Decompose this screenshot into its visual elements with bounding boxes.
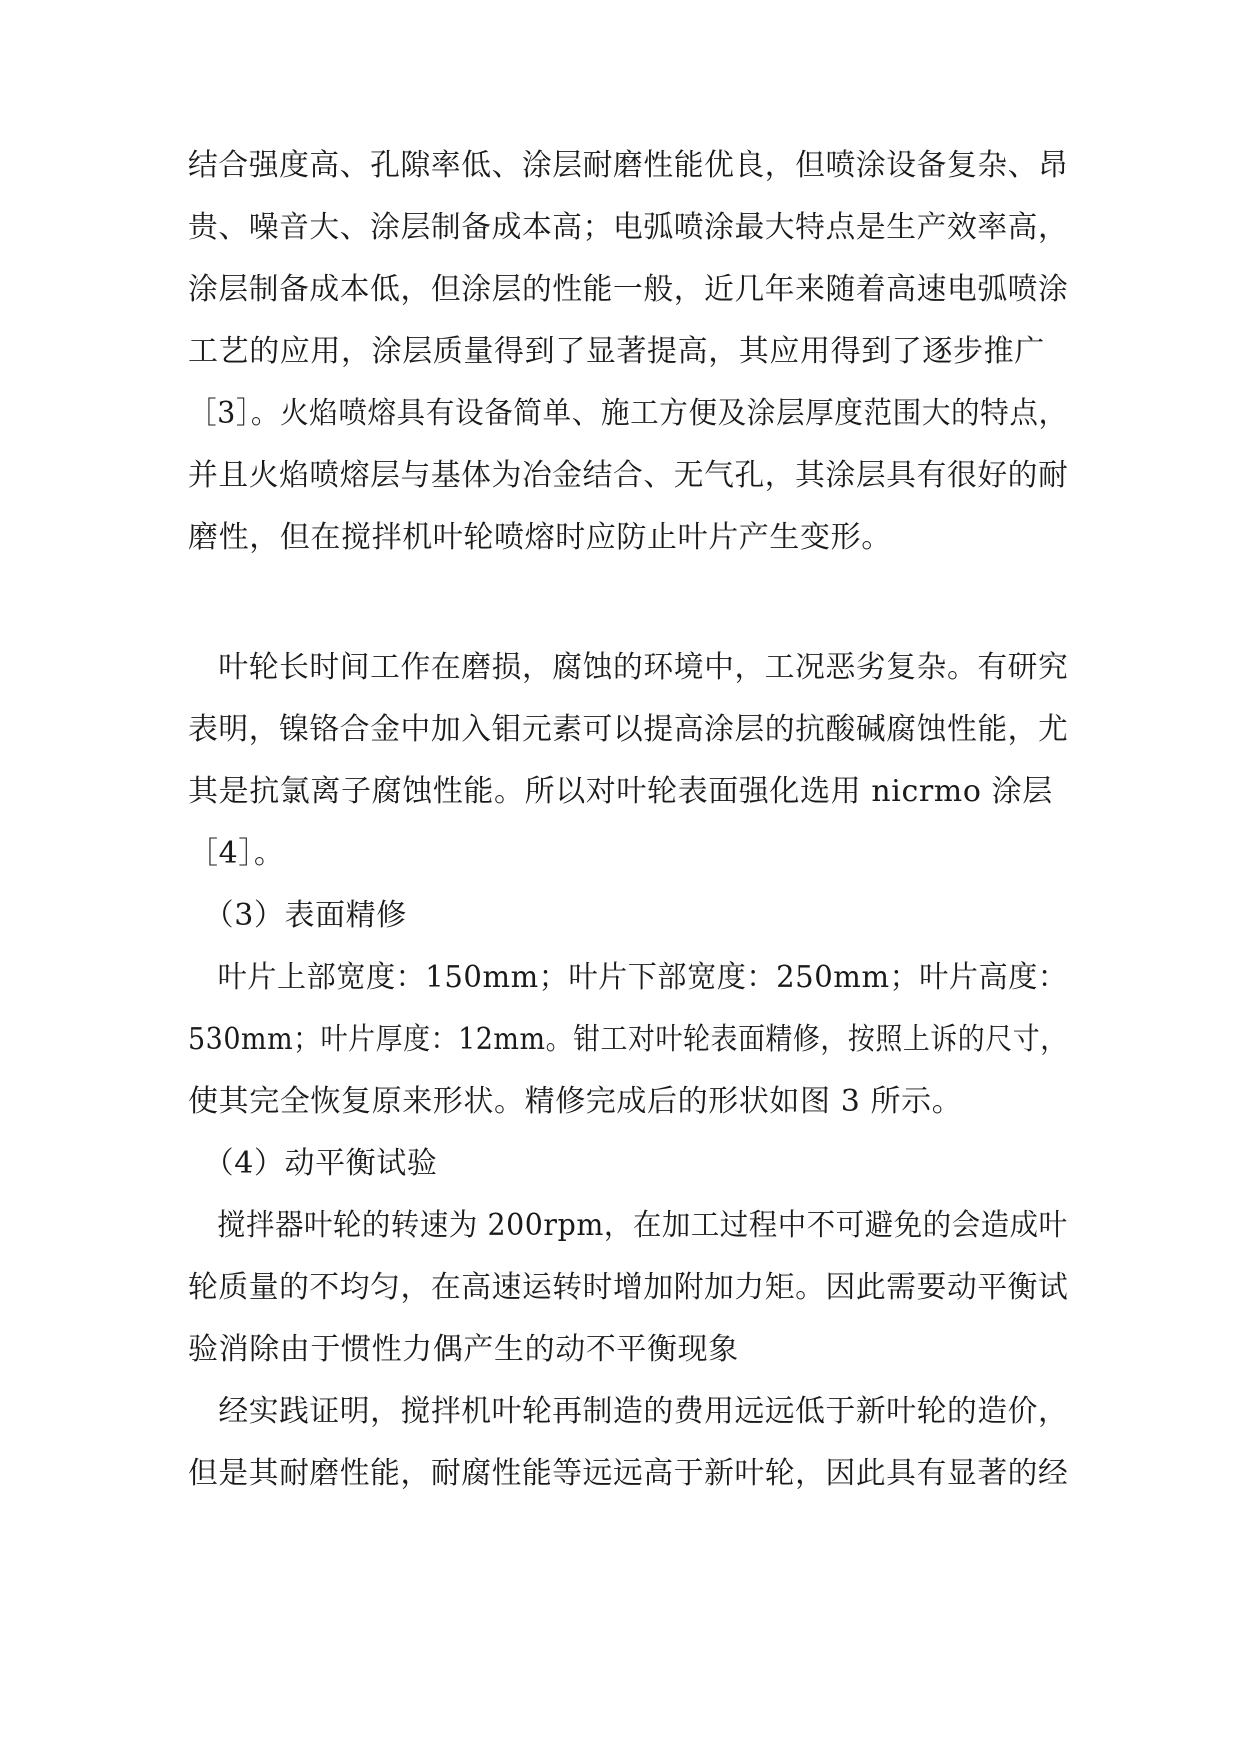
text-line: 其是抗氯离子腐蚀性能。所以对叶轮表面强化选用 nicrmo 涂层 — [188, 774, 1053, 809]
text-line: 工艺的应用，涂层质量得到了显著提高，其应用得到了逐步推广 — [188, 334, 1045, 369]
text-line: 并且火焰喷熔层与基体为冶金结合、无气孔，其涂层具有很好的耐 — [188, 458, 1069, 493]
text-line: 使其完全恢复原来形状。精修完成后的形状如图 3 所示。 — [188, 1084, 963, 1119]
text-line: 贵、噪音大、涂层制备成本高；电弧喷涂最大特点是生产效率高， — [188, 210, 1069, 245]
text-line: 磨性，但在搅拌机叶轮喷熔时应防止叶片产生变形。 — [188, 520, 892, 555]
section-heading: （4）动平衡试验 — [188, 1146, 438, 1181]
text-line: 搅拌器叶轮的转速为 200rpm，在加工过程中不可避免的会造成叶 — [188, 1208, 1068, 1243]
text-line: 叶片上部宽度：150mm；叶片下部宽度：250mm；叶片高度： — [188, 960, 1068, 995]
text-line: ［3］。火焰喷熔具有设备简单、施工方便及涂层厚度范围大的特点， — [188, 396, 1068, 431]
text-line: 涂层制备成本低，但涂层的性能一般，近几年来随着高速电弧喷涂 — [188, 272, 1069, 307]
text-line: 验消除由于惯性力偶产生的动不平衡现象 — [188, 1332, 739, 1367]
text-line: 叶轮长时间工作在磨损，腐蚀的环境中，工况恶劣复杂。有研究 — [188, 650, 1069, 685]
text-line: 结合强度高、孔隙率低、涂层耐磨性能优良，但喷涂设备复杂、昂 — [188, 148, 1069, 183]
text-line: 但是其耐磨性能，耐腐性能等远远高于新叶轮，因此具有显著的经 — [188, 1456, 1069, 1491]
text-line: ［4］。 — [188, 836, 285, 871]
text-line: 表明，镍铬合金中加入钼元素可以提高涂层的抗酸碱腐蚀性能，尤 — [188, 712, 1069, 747]
text-line: 530mm；叶片厚度：12mm。钳工对叶轮表面精修，按照上诉的尺寸， — [188, 1022, 1068, 1057]
text-line: 轮质量的不均匀，在高速运转时增加附加力矩。因此需要动平衡试 — [188, 1270, 1069, 1305]
text-line: 经实践证明，搅拌机叶轮再制造的费用远远低于新叶轮的造价， — [188, 1394, 1069, 1429]
section-heading: （3）表面精修 — [188, 898, 407, 933]
